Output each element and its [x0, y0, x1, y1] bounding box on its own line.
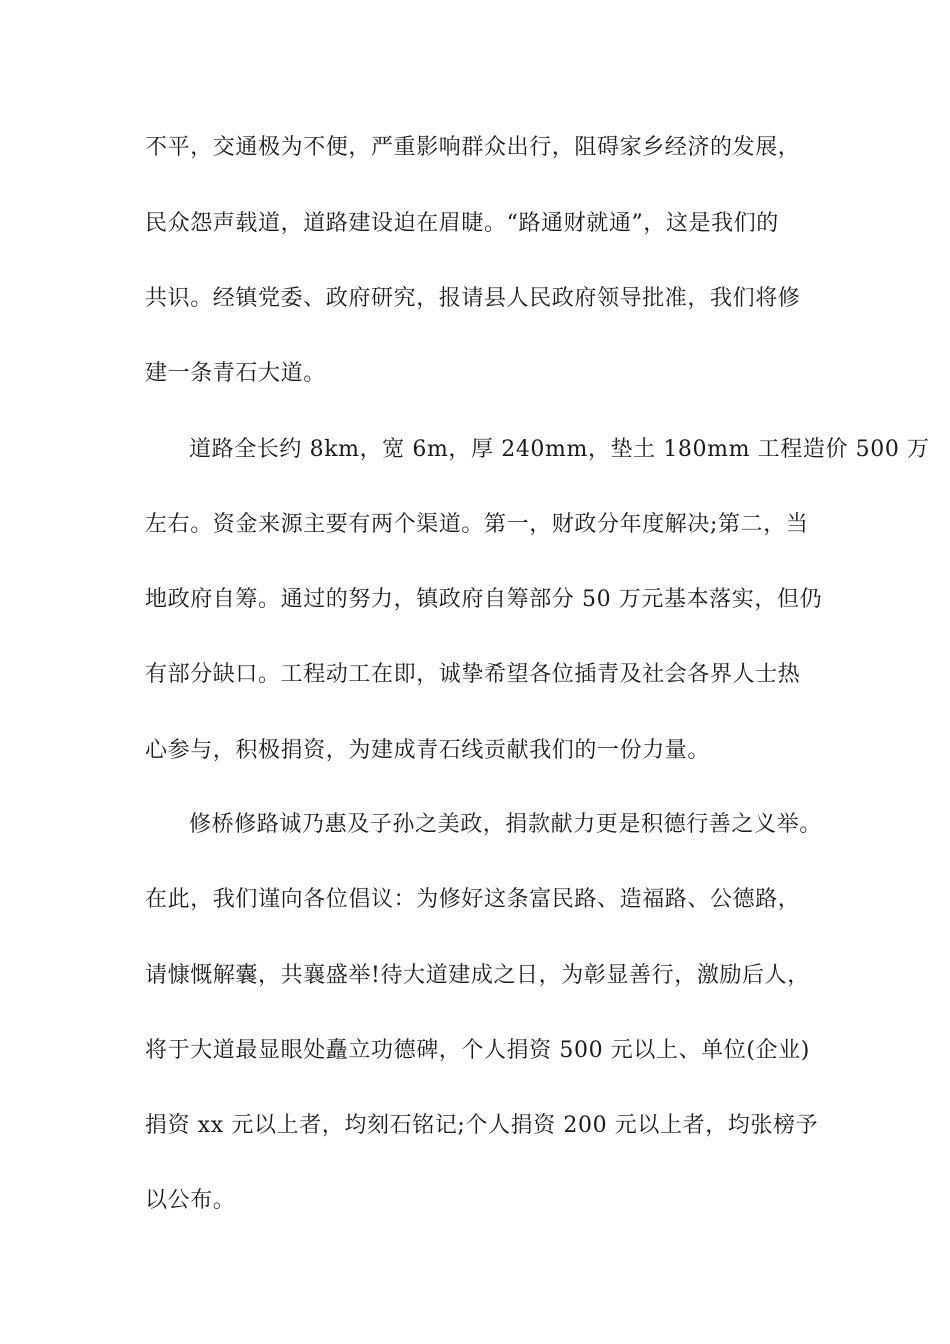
text-line: 在此，我们谨向各位倡议：为修好这条富民路、造福路、公德路，: [145, 887, 801, 912]
text-line: 不平，交通极为不便，严重影响群众出行，阻碍家乡经济的发展，: [145, 135, 801, 160]
text-line: 地政府自筹。通过的努力，镇政府自筹部分 50 万元基本落实，但仍: [145, 587, 823, 612]
text-line: 建一条青石大道。: [145, 361, 326, 386]
text-line: 有部分缺口。工程动工在即，诚挚希望各位插青及社会各界人士热: [145, 662, 801, 687]
paragraph-start-line: 道路全长约 8km，宽 6m，厚 240mm，垫土 180mm 工程造价 500 万: [189, 437, 930, 462]
paragraph-start-line: 修桥修路诚乃惠及子孙之美政，捐款献力更是积德行善之义举。: [189, 812, 822, 837]
text-line: 捐资 xx 元以上者，均刻石铭记;个人捐资 200 元以上者，均张榜予: [145, 1113, 819, 1138]
text-line: 共识。经镇党委、政府研究，报请县人民政府领导批准，我们将修: [145, 286, 801, 311]
text-line: 左右。资金来源主要有两个渠道。第一，财政分年度解决;第二，当: [145, 512, 809, 537]
text-line: 心参与，积极捐资，为建成青石线贡献我们的一份力量。: [145, 738, 711, 763]
text-line: 将于大道最显眼处矗立功德碑，个人捐资 500 元以上、单位(企业): [145, 1038, 810, 1063]
text-line: 请慷慨解囊，共襄盛举!待大道建成之日，为彰显善行，激励后人，: [145, 963, 810, 988]
text-line: 以公布。: [145, 1188, 236, 1213]
text-line: 民众怨声载道，道路建设迫在眉睫。“路通财就通”，这是我们的: [145, 211, 779, 236]
